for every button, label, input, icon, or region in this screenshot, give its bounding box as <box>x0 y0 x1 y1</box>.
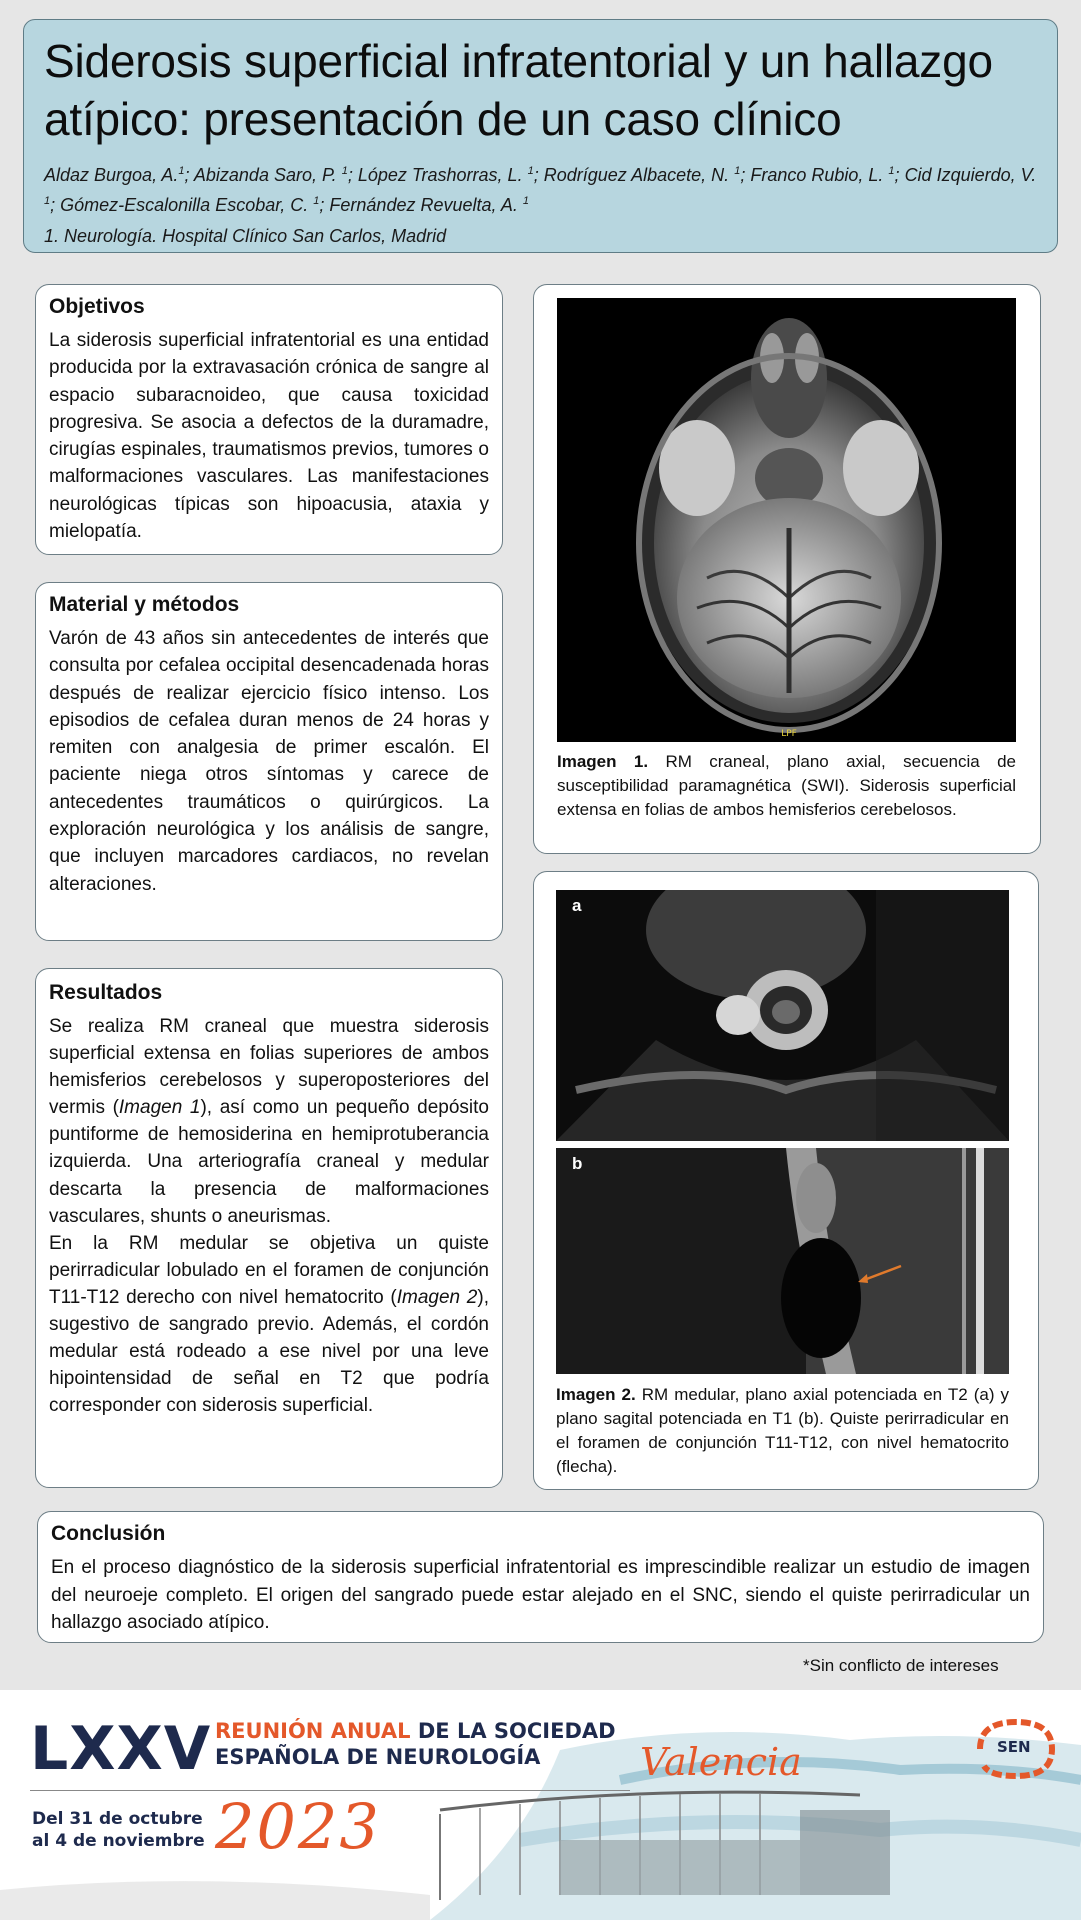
section-text: La siderosis superficial infratentorial es una entidad producida por la extravasación crónica de sangre al espacio subaracnoideo, que causa toxicidad progresiva. Se asocia a defectos de la duramadre, cirugías espinales, traumatismos previos, tumores o malformaciones vasculares. Las manifestaciones neurológicas típicas son hipoacusia, ataxia y mielopatía. <box>49 330 489 543</box>
caption-label: Imagen 2. <box>556 1385 636 1404</box>
mri-sagittal-t1-image <box>556 1148 1009 1374</box>
mri-axial-swi-image <box>557 298 1016 742</box>
date-line: Del 31 de octubre <box>32 1809 203 1829</box>
author: Gómez-Escalonilla Escobar, C. <box>60 195 309 215</box>
caption-label: Imagen 1. <box>557 752 649 771</box>
section-heading: Resultados <box>49 981 163 1004</box>
conference-city: Valencia <box>640 1740 802 1784</box>
figure-reference: Imagen 2 <box>396 1286 478 1308</box>
section-heading: Conclusión <box>51 1522 166 1545</box>
poster-header <box>23 19 1058 253</box>
author: Franco Rubio, L. <box>750 165 884 185</box>
author-list: Aldaz Burgoa, A.$^1$; Abizanda Saro, P. $^1$; López Trashorras, L. $^1$; Rodríguez Albacete, N. $^1$; Franco Rubio, L. $^1$; Cid Izquierdo, V. $^1$; Gómez-Escalonilla Escobar, C. $^1$; Fernández Revuelta, A. $^1$ <box>44 165 1037 215</box>
section-heading: Material y métodos <box>49 593 240 616</box>
caption-text: RM medular, plano axial potenciada en T2 (a) y plano sagital potenciada en T1 (b). Quiste perirradicular en el foramen de conjunción T11-T12, con nivel hematocrito (flecha). <box>556 1385 1009 1476</box>
section-heading: Objetivos <box>49 295 145 318</box>
author-affiliation-mark: 1 <box>734 165 741 177</box>
figure-2-panel <box>533 871 1039 1490</box>
conference-name-highlight: REUNIÓN ANUAL <box>215 1719 411 1743</box>
mri-axial-t2-drawing <box>556 890 1009 1141</box>
figure-1-caption <box>557 750 1016 822</box>
author: Fernández Revuelta, A. <box>329 195 518 215</box>
conference-edition: LXXV <box>30 1714 212 1784</box>
panel-label-a: a <box>572 896 582 915</box>
text-run: ), sugestivo de sangrado previo. Además, el cordón medular está rodeado a ese nivel por una leve hipointensidad de señal en T2 que podría corresponder con siderosis superficial. <box>49 1286 489 1417</box>
date-line: al 4 de noviembre <box>32 1831 205 1851</box>
text-run: ), así como un pequeño depósito puntiforme de hemosiderina en hemiprotuberancia izquierda. Una arteriografía craneal y medular descarta la presencia de malformaciones vasculares, shunts o aneurismas. <box>49 1097 489 1227</box>
conference-year: 2023 <box>215 1790 381 1863</box>
conference-banner <box>0 1690 1081 1920</box>
conclusion-section <box>37 1511 1044 1643</box>
conflict-of-interest-note: *Sin conflicto de intereses <box>803 1656 999 1675</box>
material-metodos-section <box>35 582 503 941</box>
author: Rodríguez Albacete, N. <box>543 165 730 185</box>
author-affiliation-mark: 1 <box>888 165 895 177</box>
mri-sagittal-t1-drawing <box>556 1148 1009 1374</box>
image-marker-text: LPF <box>781 729 797 739</box>
poster-title: Siderosis superficial infratentorial y un hallazgo atípico: presentación de un caso clínico <box>44 35 993 145</box>
sen-logo-text: SEN <box>997 1738 1031 1756</box>
section-text: En el proceso diagnóstico de la siderosis superficial infratentorial es imprescindible realizar un estudio de imagen del neuroeje completo. El origen del sangrado puede estar alejado en el SNC, siendo el quiste perirradicular un hallazgo asociado atípico. <box>51 1557 1030 1633</box>
text-run: En la RM medular se objetiva un quiste perirradicular lobulado en el foramen de conjunción T11-T12 derecho con nivel hematocrito ( <box>49 1232 489 1308</box>
author-affiliation-mark: 1 <box>527 165 534 177</box>
section-text <box>49 1230 489 1420</box>
author: Abizanda Saro, P. <box>193 165 337 185</box>
mri-axial-drawing <box>557 298 1016 742</box>
author-affiliation-mark: 1 <box>341 165 348 177</box>
panel-label-b: b <box>572 1154 583 1173</box>
text-run: Se realiza RM craneal que muestra siderosis superficial extensa en folias superiores de ambos hemisferios cerebelosos y superoposteriores del vermis ( <box>49 1016 489 1119</box>
author-affiliation-mark: 1 <box>313 195 320 207</box>
figure-1-panel <box>533 284 1041 854</box>
affiliation: 1. Neurología. Hospital Clínico San Carlos, Madrid <box>44 226 447 246</box>
author: Aldaz Burgoa, A. <box>44 165 179 185</box>
figure-reference: Imagen 1 <box>118 1097 201 1119</box>
author-affiliation-mark: 1 <box>522 195 529 207</box>
section-text <box>49 1013 489 1230</box>
caption-text: RM craneal, plano axial, secuencia de susceptibilidad paramagnética (SWI). Siderosis superficial extensa en folias de ambos hemisferios cerebelosos. <box>557 752 1016 819</box>
author: Cid Izquierdo, V. <box>904 165 1037 185</box>
author-affiliation-mark: 1 <box>44 195 51 207</box>
author-affiliation-mark: 1 <box>178 165 185 177</box>
mri-axial-t2-image <box>556 890 1009 1141</box>
conference-name <box>215 1718 616 1770</box>
objetivos-section <box>35 284 503 555</box>
section-text: Varón de 43 años sin antecedentes de interés que consulta por cefalea occipital desencadenada horas después de realizar ejercicio físico intenso. Los episodios de cefalea duran menos de 24 horas y remiten con analgesia de primer escalón. El paciente niega otros síntomas y carece de antecedentes traumáticos o quirúrgicos. La exploración neurológica y los análisis de sangre, que incluyen marcadores cardiacos, no revelan alteraciones. <box>49 628 489 895</box>
author: López Trashorras, L. <box>357 165 523 185</box>
conference-name-part: ESPAÑOLA DE NEUROLOGÍA <box>215 1745 541 1769</box>
conference-name-part: DE LA SOCIEDAD <box>410 1719 616 1743</box>
conference-dates <box>32 1808 205 1852</box>
figure-2-caption <box>556 1383 1009 1479</box>
resultados-section <box>35 968 503 1488</box>
